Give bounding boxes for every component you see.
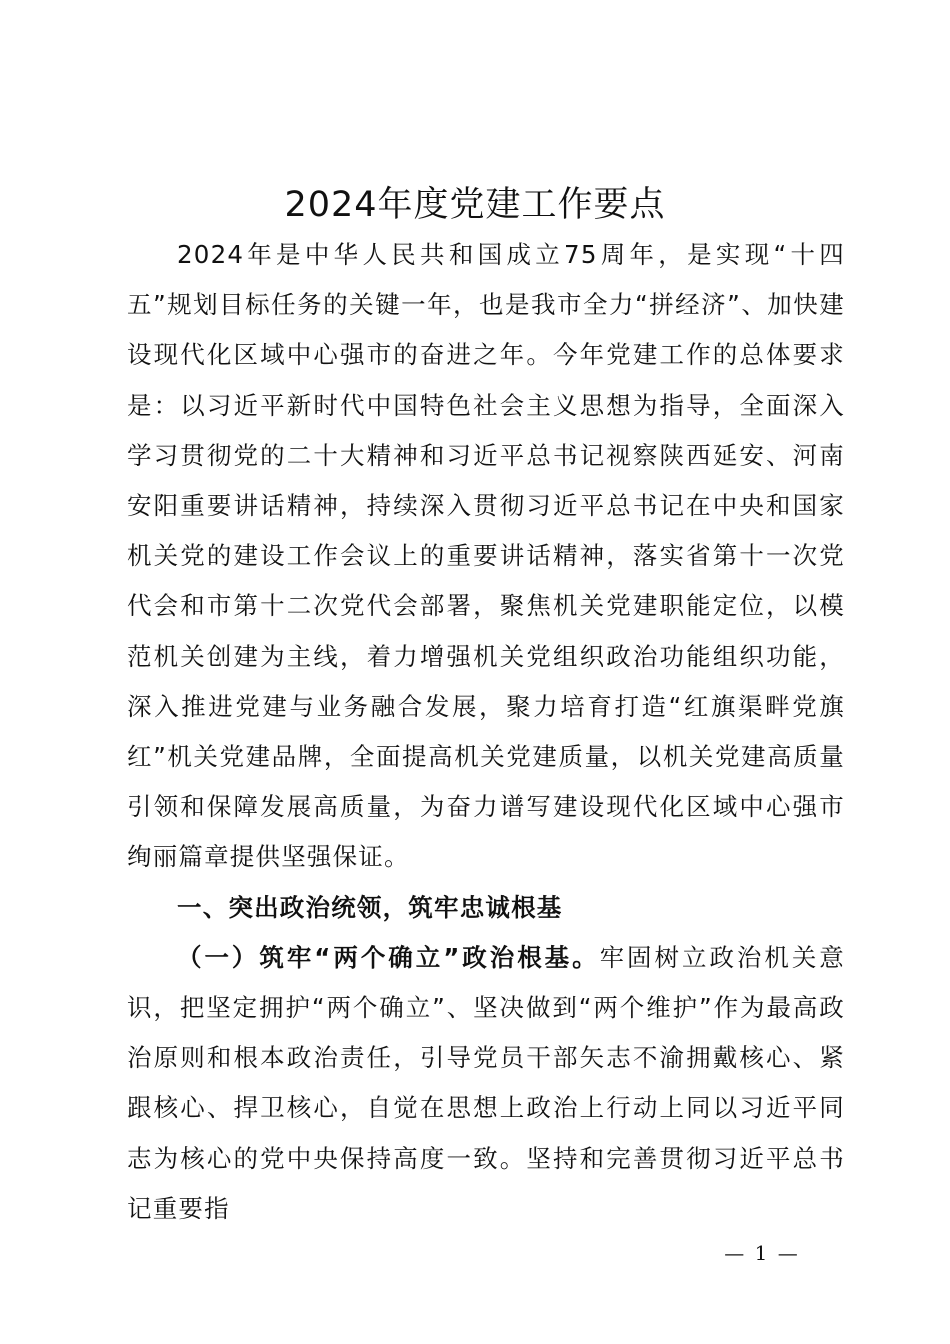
subsection-lead-1: （一）筑牢“两个确立”政治根基。 <box>177 942 600 972</box>
subsection-paragraph-1 <box>127 933 845 1234</box>
document-body <box>127 230 845 1234</box>
intro-paragraph: 2024年是中华人民共和国成立75周年，是实现“十四五”规划目标任务的关键一年，也是我市全力“拼经济”、加快建设现代化区域中心强市的奋进之年。今年党建工作的总体要求是：以习近平新时代中国特色社会主义思想为指导，全面深入学习贯彻党的二十大精神和习近平总书记视察陕西延安、河南安阳重要讲话精神，持续深入贯彻习近平总书记在中央和国家机关党的建设工作会议上的重要讲话精神，落实省第十一次党代会和市第十二次党代会部署，聚焦机关党建职能定位，以模范机关创建为主线，着力增强机关党组织政治功能组织功能，深入推进党建与业务融合发展，聚力培育打造“红旗渠畔党旗红”机关党建品牌，全面提高机关党建质量，以机关党建高质量引领和保障发展高质量，为奋力谱写建设现代化区域中心强市绚丽篇章提供坚强保证。 <box>127 240 845 872</box>
section-heading-1: 一、突出政治统领，筑牢忠诚根基 <box>177 892 563 922</box>
document-title: 2024年度党建工作要点 <box>284 185 666 225</box>
page-number: — 1 — <box>724 1241 800 1265</box>
subsection-text-1: 牢固树立政治机关意识，把坚定拥护“两个确立”、坚决做到“两个维护”作为最高政治原则和根本政治责任，引导党员干部矢志不渝拥戴核心、紧跟核心、捍卫核心，自觉在思想上政治上行动上同以习近平同志为核心的党中央保持高度一致。坚持和完善贯彻习近平总书记重要指 <box>127 942 845 1223</box>
